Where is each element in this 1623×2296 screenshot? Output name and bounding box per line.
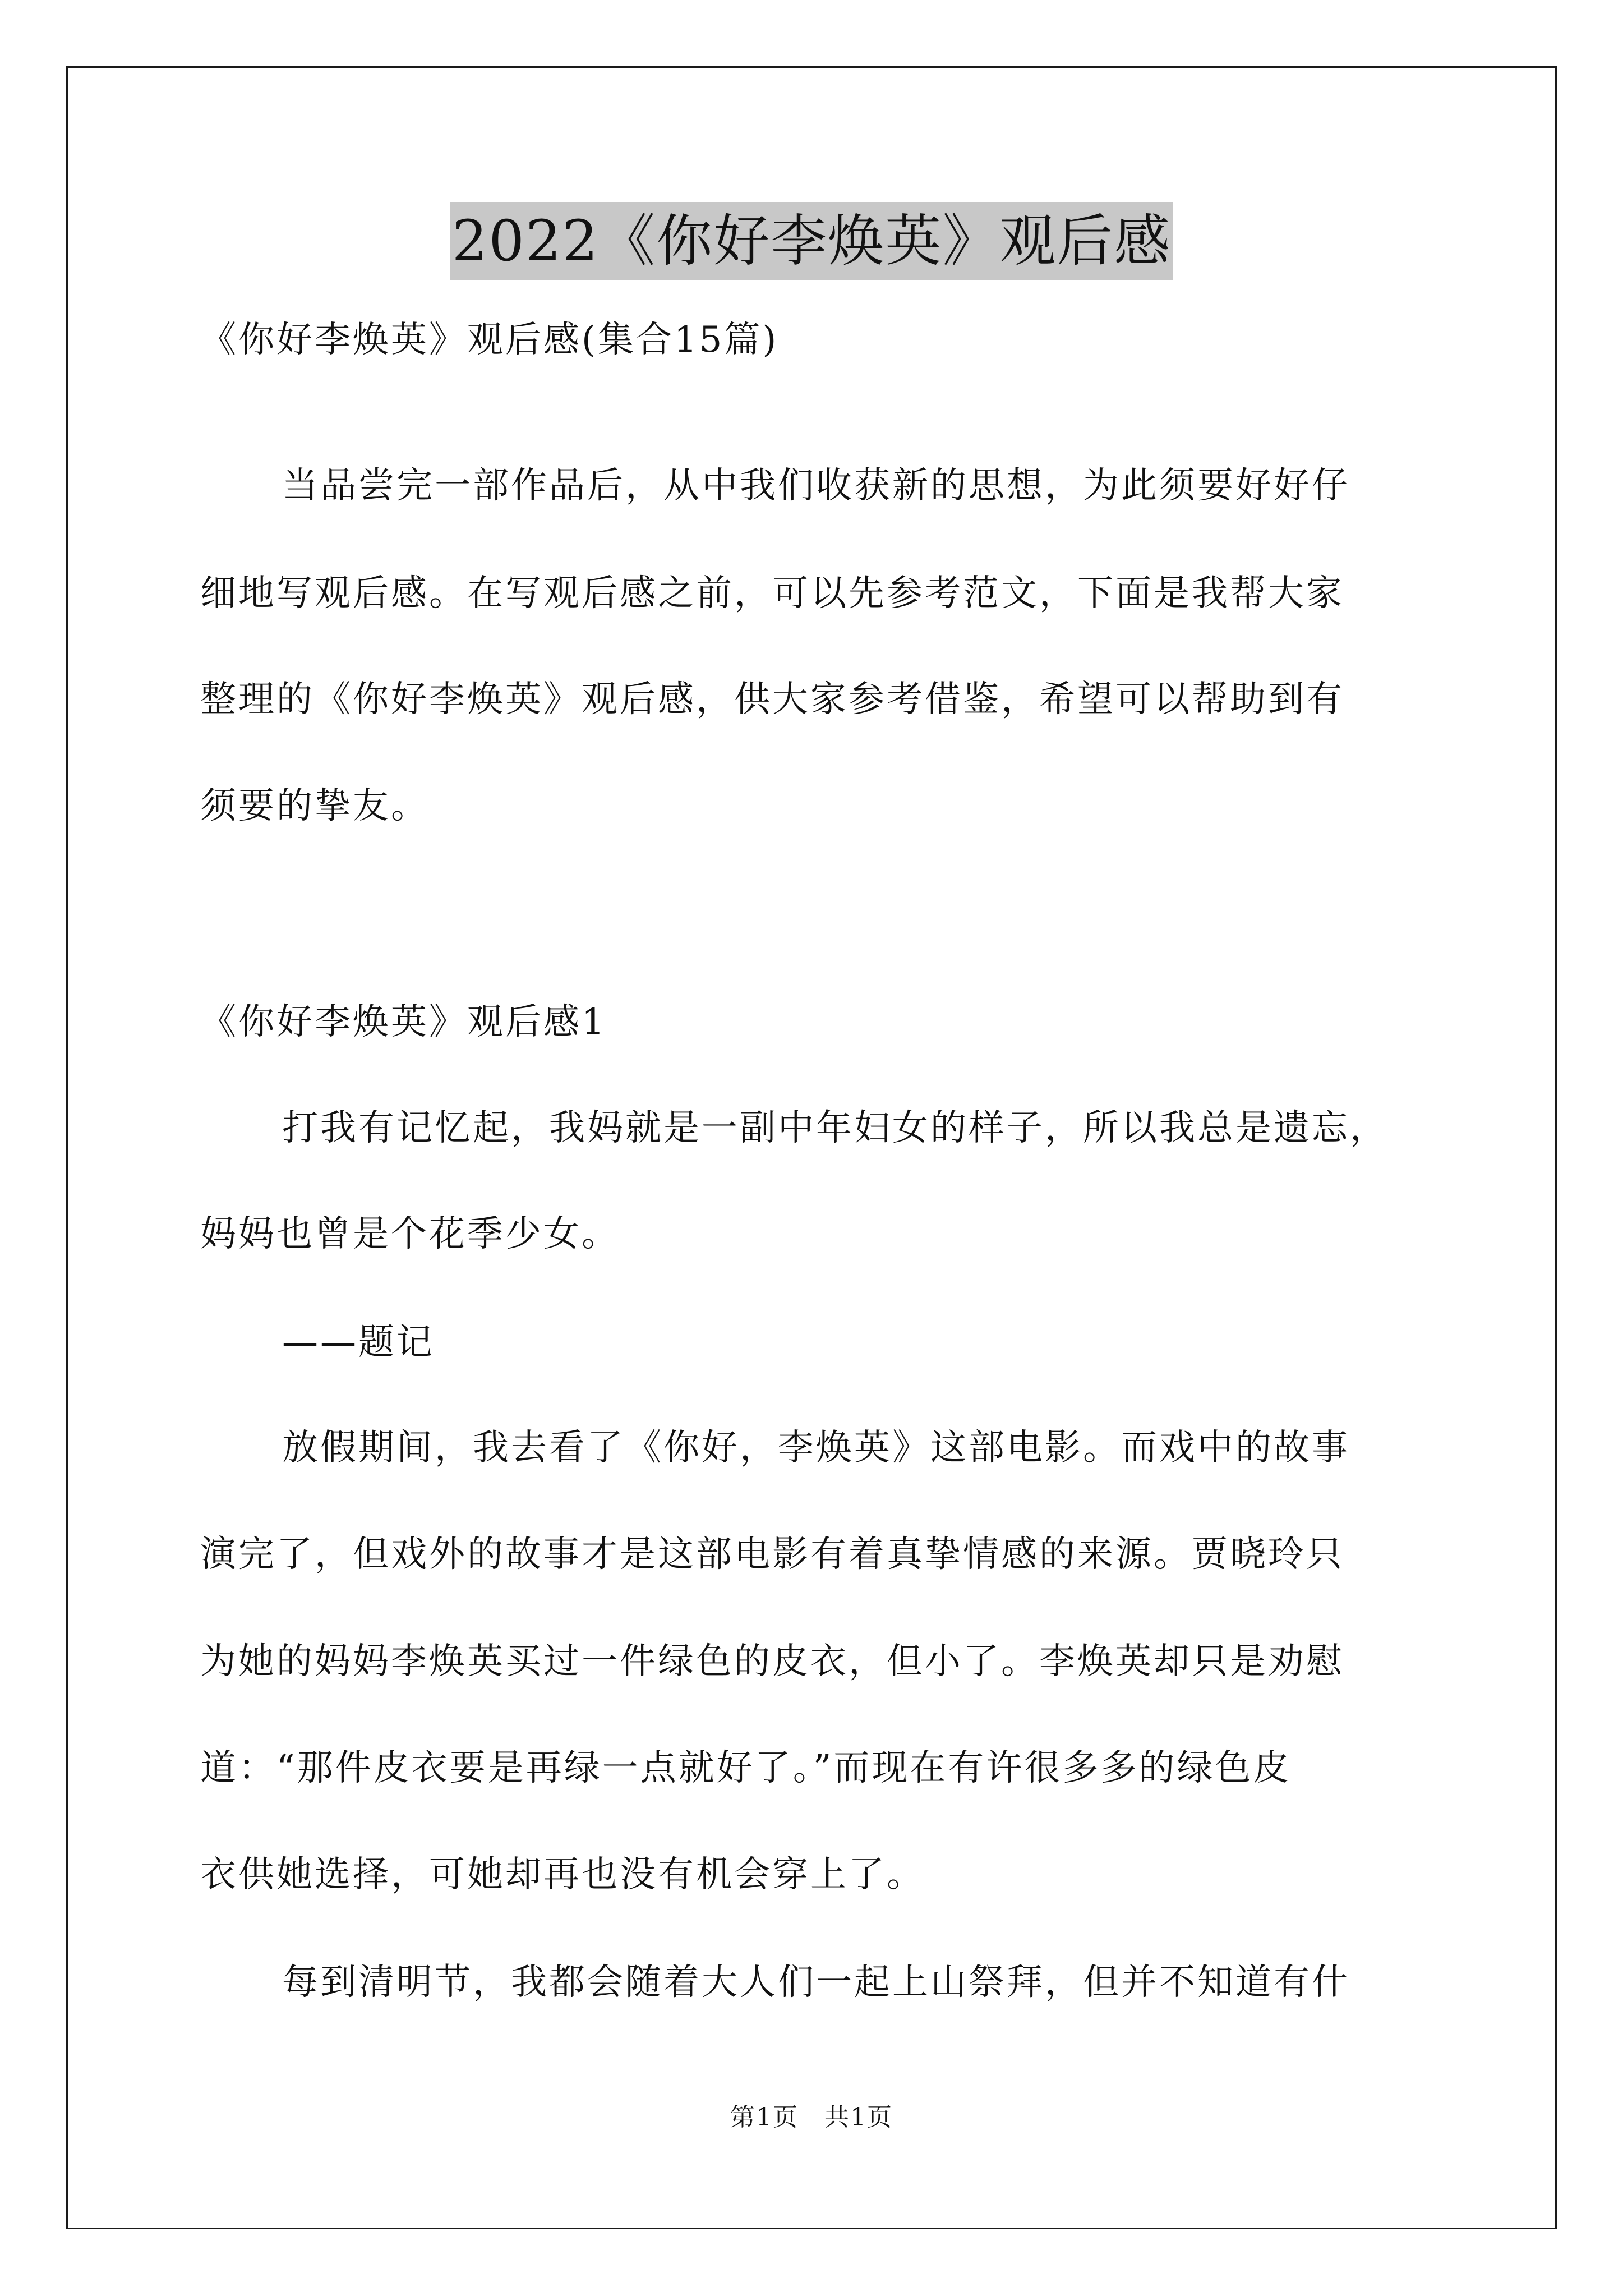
body-line: 演完了，但戏外的故事才是这部电影有着真挚情感的来源。贾晓玲只 <box>200 1534 1344 1575</box>
document-title: 2022《你好李焕英》观后感 <box>450 202 1174 280</box>
intro-line: 当品尝完一部作品后，从中我们收获新的思想，为此须要好好仔 <box>282 465 1350 507</box>
epigraph-attribution: ——题记 <box>282 1322 435 1363</box>
body-line: 为她的妈妈李焕英买过一件绿色的皮衣，但小了。李焕英却只是劝慰 <box>200 1641 1344 1682</box>
body-line: 衣供她选择，可她却再也没有机会穿上了。 <box>200 1854 925 1895</box>
section-heading: 《你好李焕英》观后感1 <box>200 1001 607 1043</box>
body-line: 打我有记忆起，我妈就是一副中年妇女的样子，所以我总是遗忘， <box>282 1107 1388 1149</box>
intro-line: 须要的挚友。 <box>200 785 429 827</box>
body-line: 每到清明节，我都会随着大人们一起上山祭拜，但并不知道有什 <box>282 1962 1350 2003</box>
body-line: 妈妈也曾是个花季少女。 <box>200 1213 620 1255</box>
intro-line: 细地写观后感。在写观后感之前，可以先参考范文，下面是我帮大家 <box>200 573 1344 614</box>
intro-line: 整理的《你好李焕英》观后感，供大家参考借鉴，希望可以帮助到有 <box>200 679 1344 720</box>
body-line: 放假期间，我去看了《你好，李焕英》这部电影。而戏中的故事 <box>282 1427 1350 1469</box>
page-footer: 第1页 共1页 <box>730 2103 893 2132</box>
title-block <box>0 202 1623 280</box>
body-line: 道：“那件皮衣要是再绿一点就好了。”而现在有许很多多的绿色皮 <box>200 1747 1292 1789</box>
document-subtitle: 《你好李焕英》观后感(集合15篇) <box>200 319 779 361</box>
